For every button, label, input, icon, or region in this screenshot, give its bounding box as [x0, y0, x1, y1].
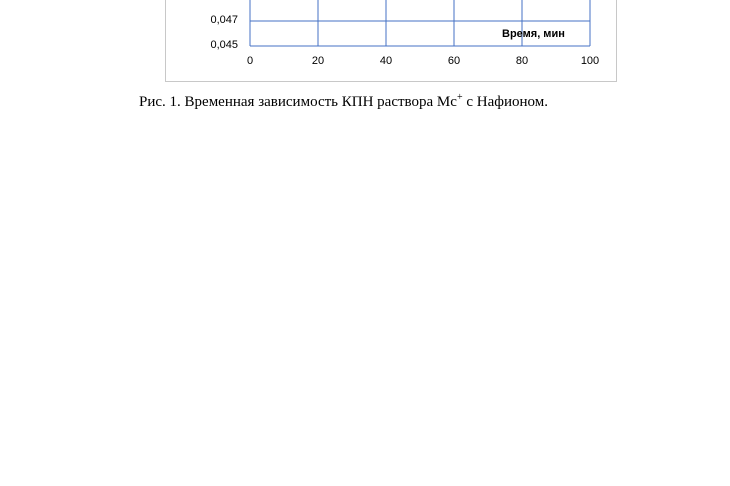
x-tick-label: 20	[311, 55, 325, 67]
caption-superscript: +	[456, 92, 463, 103]
caption-suffix: с Нафионом.	[462, 94, 548, 110]
x-tick-label: 40	[379, 55, 393, 67]
x-tick-label: 60	[447, 55, 461, 67]
y-tick-label: 0,045	[210, 39, 238, 51]
x-tick-label: 0	[246, 55, 254, 67]
y-tick-label: 0,047	[210, 14, 238, 26]
caption-text: Рис. 1. Временная зависимость КПН раствора Mc	[139, 94, 457, 110]
figure-caption	[139, 92, 548, 111]
x-axis-label: Время, мин	[502, 28, 565, 40]
x-tick-label: 80	[515, 55, 529, 67]
x-tick-label: 100	[580, 55, 600, 67]
